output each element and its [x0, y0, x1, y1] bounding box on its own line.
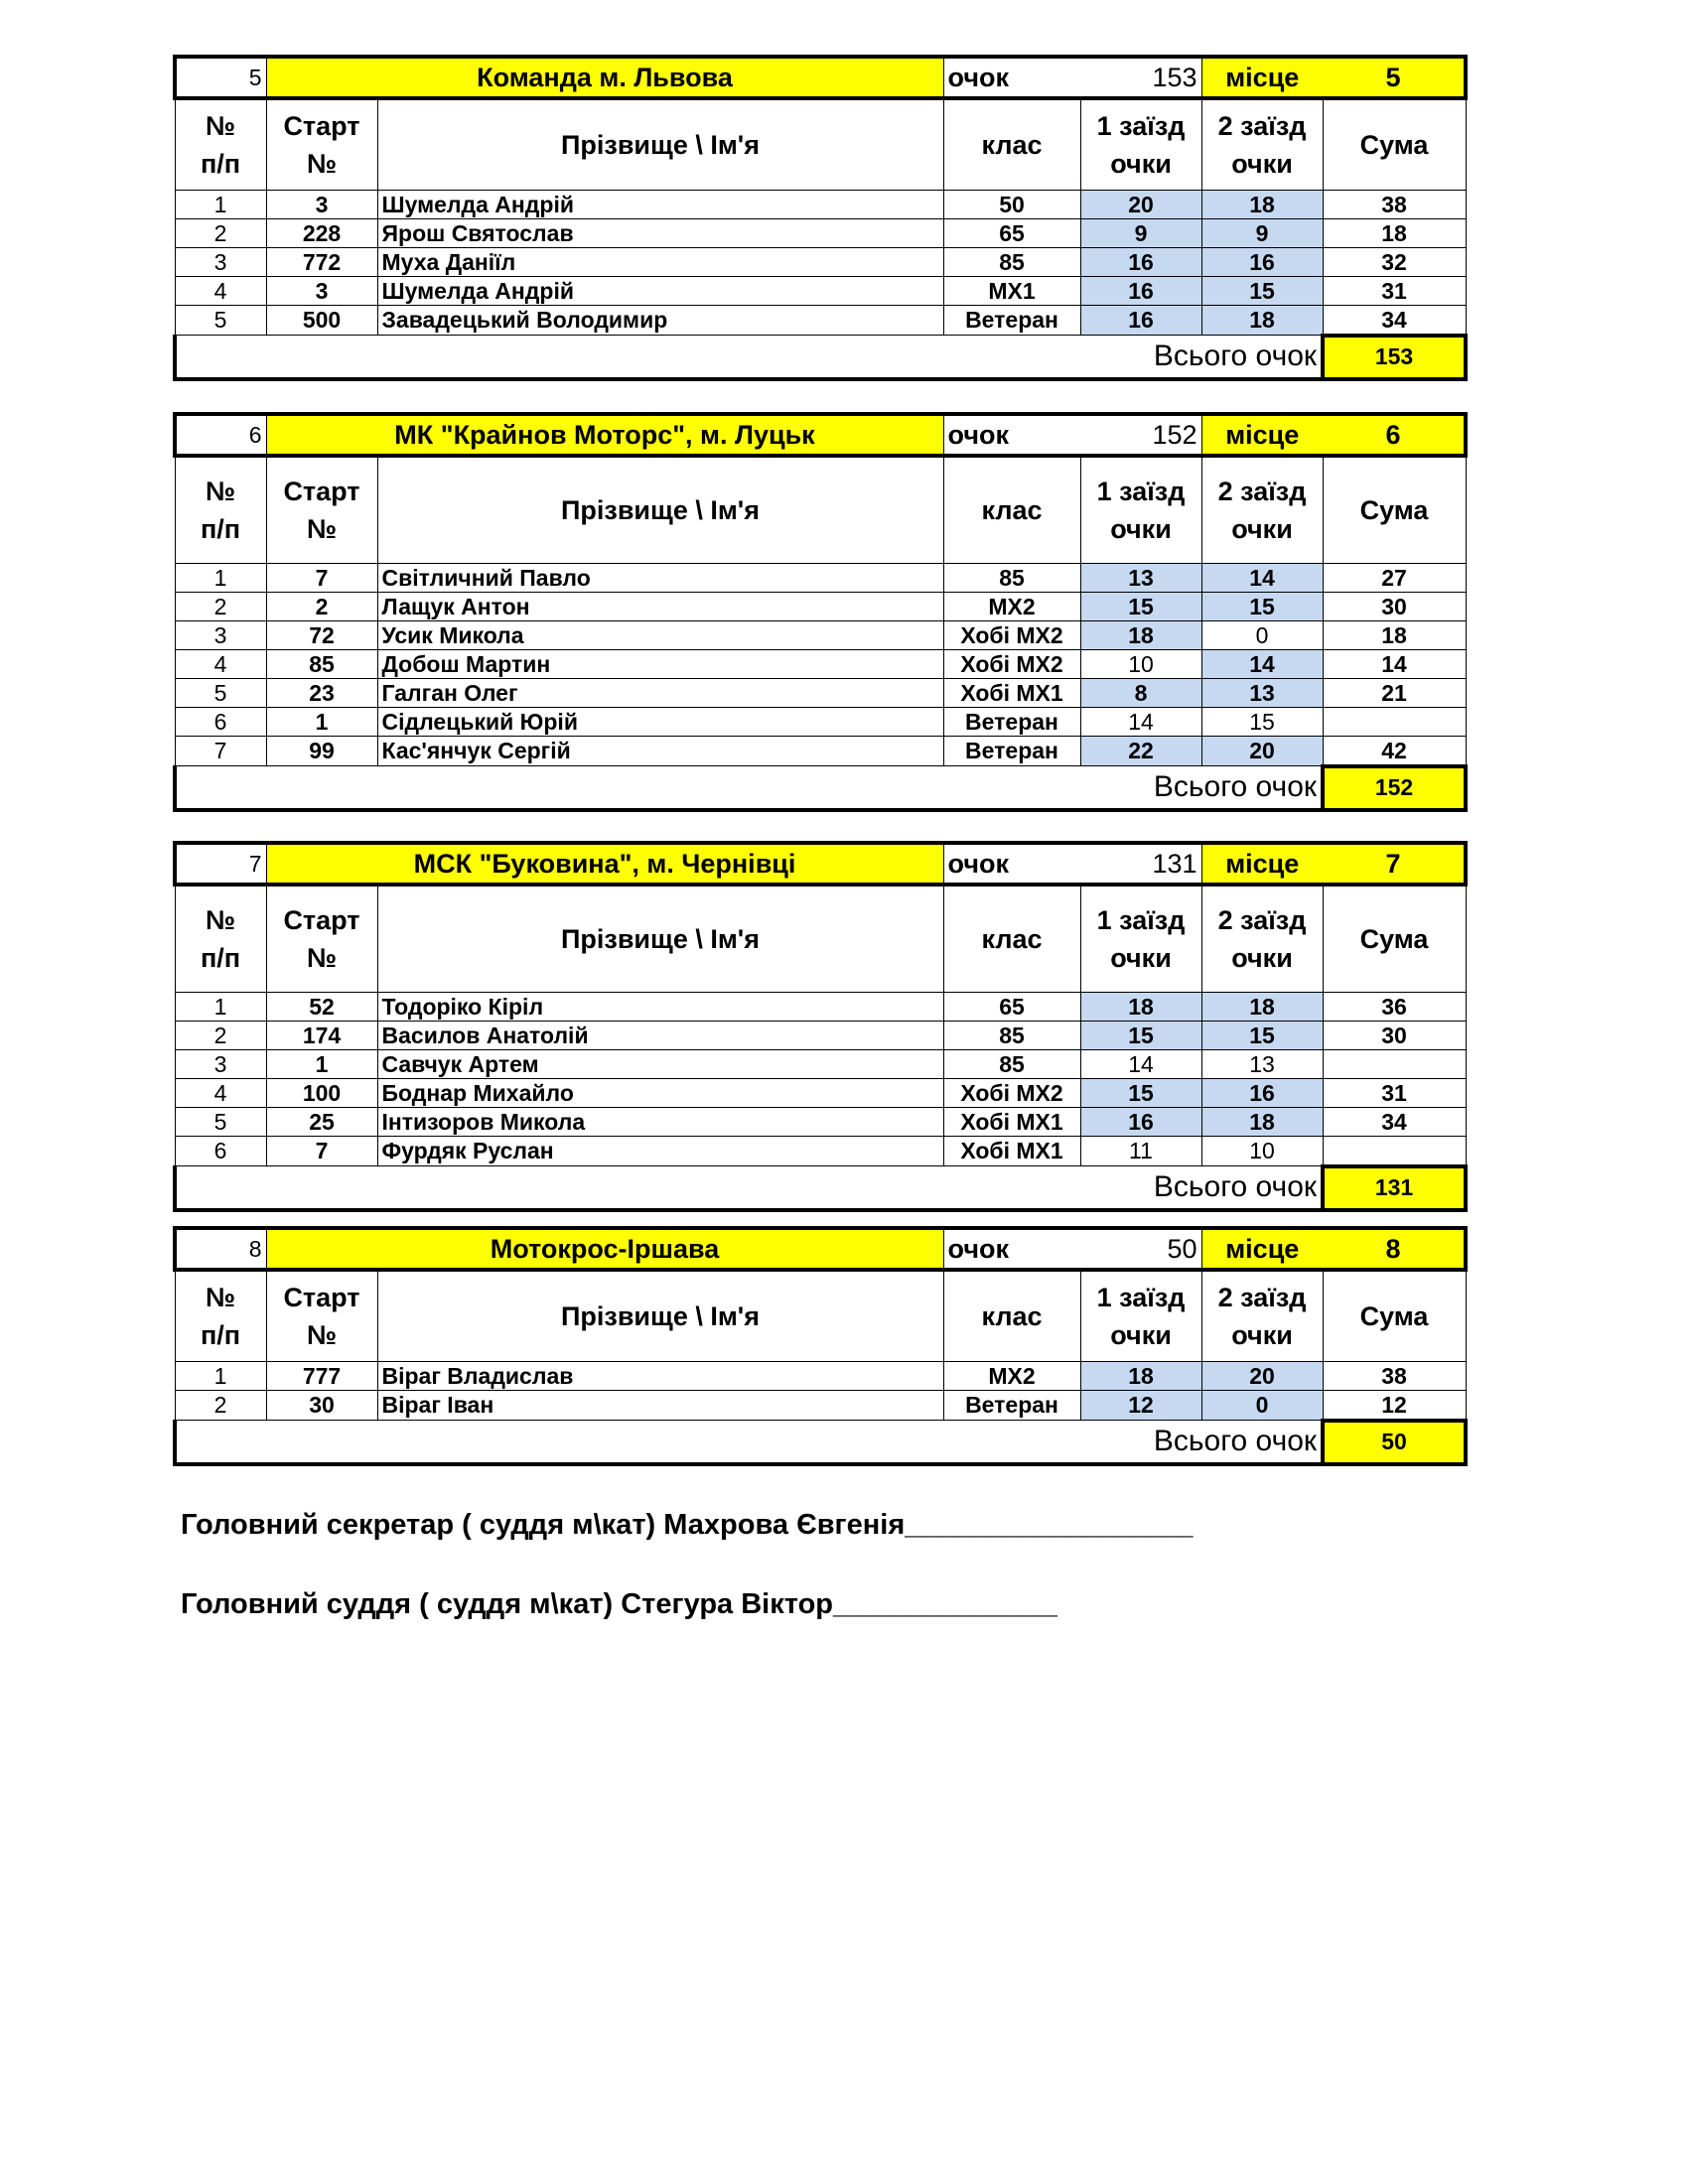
- rider-start-number: 3: [266, 276, 377, 305]
- col-header-name: Прізвище \ Ім'я: [377, 98, 943, 190]
- table-row: [175, 1049, 1466, 1078]
- header-line: Старт: [283, 904, 360, 935]
- run1-points: 12: [1080, 1390, 1201, 1421]
- rider-start-number: 72: [266, 620, 377, 649]
- rider-class: 65: [943, 992, 1080, 1021]
- table-row: [175, 707, 1466, 736]
- total-label: Всього очок: [175, 1166, 1323, 1210]
- rider-class: MX2: [943, 1361, 1080, 1390]
- secretary-signature-line: Головний секретар ( суддя м\кат) Махрова Євгенія__________________: [181, 1509, 1194, 1541]
- header-line: очки: [1110, 942, 1172, 973]
- rider-index: 4: [175, 649, 266, 678]
- total-label: Всього очок: [175, 766, 1323, 810]
- run1-points: 18: [1080, 1361, 1201, 1390]
- header-line: очки: [1110, 148, 1172, 179]
- run2-points: 15: [1201, 707, 1323, 736]
- team-table: [173, 412, 1468, 812]
- table-row: [175, 678, 1466, 707]
- rider-name: Муха Даніїл: [377, 247, 943, 276]
- col-header-run1: [1080, 456, 1201, 563]
- rider-class: 50: [943, 190, 1080, 218]
- header-line: очки: [1231, 513, 1293, 544]
- rider-index: 5: [175, 1107, 266, 1136]
- rider-start-number: 85: [266, 649, 377, 678]
- table-row: [175, 992, 1466, 1021]
- rider-index: 1: [175, 190, 266, 218]
- rider-class: Ветеран: [943, 305, 1080, 336]
- rider-class: MX2: [943, 592, 1080, 620]
- rider-sum: 14: [1323, 649, 1466, 678]
- rider-sum: 38: [1323, 190, 1466, 218]
- col-header-run1: [1080, 1270, 1201, 1361]
- rider-sum: 31: [1323, 276, 1466, 305]
- run2-points: 16: [1201, 247, 1323, 276]
- rider-index: 4: [175, 1078, 266, 1107]
- header-line: №: [306, 942, 338, 973]
- rider-sum: 34: [1323, 1107, 1466, 1136]
- table-row: [175, 1361, 1466, 1390]
- rider-sum: 21: [1323, 678, 1466, 707]
- run2-points: 14: [1201, 563, 1323, 592]
- place-label: місце: [1201, 57, 1323, 98]
- col-header-name: Прізвище \ Ім'я: [377, 456, 943, 563]
- rider-index: 6: [175, 707, 266, 736]
- header-line: очки: [1110, 1319, 1172, 1350]
- header-line: №: [205, 904, 236, 935]
- header-line: 1 заїзд: [1096, 110, 1186, 141]
- rider-index: 5: [175, 678, 266, 707]
- col-header-start: [266, 1270, 377, 1361]
- rider-index: 3: [175, 1049, 266, 1078]
- header-line: очки: [1231, 942, 1293, 973]
- header-line: 2 заїзд: [1217, 476, 1307, 506]
- col-header-start: [266, 456, 377, 563]
- rider-name: Шумелда Андрій: [377, 190, 943, 218]
- rider-class: MX1: [943, 276, 1080, 305]
- total-label: Всього очок: [175, 336, 1323, 379]
- rider-start-number: 174: [266, 1021, 377, 1049]
- rider-name: Завадецький Володимир: [377, 305, 943, 336]
- rider-index: 3: [175, 620, 266, 649]
- run1-points: 15: [1080, 1078, 1201, 1107]
- table-row: [175, 1107, 1466, 1136]
- table-row: [175, 276, 1466, 305]
- rider-class: Хобі MX2: [943, 649, 1080, 678]
- run2-points: 14: [1201, 649, 1323, 678]
- team-total: 131: [1323, 1166, 1466, 1210]
- rider-index: 2: [175, 1021, 266, 1049]
- table-row: [175, 620, 1466, 649]
- header-line: 1 заїзд: [1096, 904, 1186, 935]
- rider-name: Фурдяк Руслан: [377, 1136, 943, 1166]
- rider-sum: 42: [1323, 736, 1466, 766]
- team-name: Мотокрос-Іршава: [266, 1228, 943, 1270]
- rider-index: 2: [175, 1390, 266, 1421]
- header-line: очки: [1231, 1319, 1293, 1350]
- rider-start-number: 1: [266, 1049, 377, 1078]
- rider-start-number: 7: [266, 1136, 377, 1166]
- team-name: МСК "Буковина", м. Чернівці: [266, 843, 943, 885]
- col-header-class: клас: [943, 1270, 1080, 1361]
- run1-points: 16: [1080, 276, 1201, 305]
- place-label: місце: [1201, 414, 1323, 456]
- run1-points: 10: [1080, 649, 1201, 678]
- team-points: 131: [1080, 843, 1201, 885]
- rider-start-number: 100: [266, 1078, 377, 1107]
- run2-points: 10: [1201, 1136, 1323, 1166]
- rider-sum: 27: [1323, 563, 1466, 592]
- rider-class: Хобі MX2: [943, 620, 1080, 649]
- run2-points: 18: [1201, 1107, 1323, 1136]
- rider-name: Сідлецький Юрій: [377, 707, 943, 736]
- rider-start-number: 1: [266, 707, 377, 736]
- rider-sum: 36: [1323, 992, 1466, 1021]
- table-row: [175, 1021, 1466, 1049]
- rider-name: Савчук Артем: [377, 1049, 943, 1078]
- team-total: 152: [1323, 766, 1466, 810]
- header-line: 1 заїзд: [1096, 1282, 1186, 1312]
- rider-start-number: 25: [266, 1107, 377, 1136]
- rider-index: 1: [175, 992, 266, 1021]
- rider-index: 4: [175, 276, 266, 305]
- team-place: 5: [1323, 57, 1466, 98]
- rider-index: 2: [175, 218, 266, 247]
- rider-index: 5: [175, 305, 266, 336]
- col-header-no: [175, 456, 266, 563]
- header-line: 2 заїзд: [1217, 110, 1307, 141]
- col-header-sum: Сума: [1323, 456, 1466, 563]
- rider-name: Добош Мартин: [377, 649, 943, 678]
- header-line: Старт: [283, 110, 360, 141]
- header-line: №: [205, 476, 236, 506]
- rider-sum: 30: [1323, 1021, 1466, 1049]
- rider-sum: 30: [1323, 592, 1466, 620]
- rider-name: Галган Олег: [377, 678, 943, 707]
- rider-class: 85: [943, 247, 1080, 276]
- header-line: Старт: [283, 476, 360, 506]
- team-place: 8: [1323, 1228, 1466, 1270]
- run1-points: 15: [1080, 1021, 1201, 1049]
- col-header-run1: [1080, 98, 1201, 190]
- run2-points: 15: [1201, 1021, 1323, 1049]
- header-line: п/п: [200, 148, 241, 179]
- col-header-class: клас: [943, 98, 1080, 190]
- rider-name: Лащук Антон: [377, 592, 943, 620]
- rider-start-number: 52: [266, 992, 377, 1021]
- col-header-sum: Сума: [1323, 1270, 1466, 1361]
- header-line: п/п: [200, 1319, 241, 1350]
- run1-points: 8: [1080, 678, 1201, 707]
- team-number: 5: [175, 57, 266, 98]
- rider-name: Тодоріко Кіріл: [377, 992, 943, 1021]
- rider-name: Боднар Михайло: [377, 1078, 943, 1107]
- col-header-run2: [1201, 1270, 1323, 1361]
- rider-start-number: 772: [266, 247, 377, 276]
- team-name: Команда м. Львова: [266, 57, 943, 98]
- rider-sum: [1323, 1136, 1466, 1166]
- place-label: місце: [1201, 843, 1323, 885]
- team-number: 7: [175, 843, 266, 885]
- rider-class: 65: [943, 218, 1080, 247]
- points-label: очок: [943, 414, 1080, 456]
- rider-start-number: 2: [266, 592, 377, 620]
- run2-points: 13: [1201, 678, 1323, 707]
- rider-sum: 38: [1323, 1361, 1466, 1390]
- run2-points: 18: [1201, 992, 1323, 1021]
- col-header-class: клас: [943, 456, 1080, 563]
- team-table: [173, 841, 1468, 1212]
- run2-points: 16: [1201, 1078, 1323, 1107]
- rider-index: 1: [175, 1361, 266, 1390]
- rider-class: Ветеран: [943, 1390, 1080, 1421]
- col-header-no: [175, 885, 266, 992]
- rider-name: Інтизоров Микола: [377, 1107, 943, 1136]
- rider-index: 7: [175, 736, 266, 766]
- team-table: [173, 55, 1468, 381]
- header-line: 2 заїзд: [1217, 1282, 1307, 1312]
- header-line: №: [306, 513, 338, 544]
- table-row: [175, 247, 1466, 276]
- rider-name: Шумелда Андрій: [377, 276, 943, 305]
- rider-start-number: 500: [266, 305, 377, 336]
- rider-name: Василов Анатолій: [377, 1021, 943, 1049]
- run1-points: 18: [1080, 620, 1201, 649]
- run1-points: 20: [1080, 190, 1201, 218]
- col-header-start: [266, 885, 377, 992]
- rider-index: 6: [175, 1136, 266, 1166]
- run2-points: 15: [1201, 592, 1323, 620]
- rider-start-number: 777: [266, 1361, 377, 1390]
- header-line: №: [205, 1282, 236, 1312]
- table-row: [175, 736, 1466, 766]
- rider-class: Ветеран: [943, 736, 1080, 766]
- rider-name: Віраг Іван: [377, 1390, 943, 1421]
- table-row: [175, 218, 1466, 247]
- col-header-no: [175, 98, 266, 190]
- header-line: п/п: [200, 513, 241, 544]
- rider-sum: 18: [1323, 218, 1466, 247]
- rider-class: 85: [943, 563, 1080, 592]
- col-header-run2: [1201, 456, 1323, 563]
- rider-sum: [1323, 707, 1466, 736]
- rider-class: Хобі MX1: [943, 1136, 1080, 1166]
- run2-points: 0: [1201, 1390, 1323, 1421]
- header-line: 2 заїзд: [1217, 904, 1307, 935]
- team-points: 152: [1080, 414, 1201, 456]
- rider-class: Хобі MX2: [943, 1078, 1080, 1107]
- run1-points: 16: [1080, 1107, 1201, 1136]
- rider-sum: 32: [1323, 247, 1466, 276]
- run1-points: 16: [1080, 305, 1201, 336]
- rider-start-number: 23: [266, 678, 377, 707]
- run1-points: 18: [1080, 992, 1201, 1021]
- run2-points: 20: [1201, 736, 1323, 766]
- rider-name: Ярош Святослав: [377, 218, 943, 247]
- team-points: 50: [1080, 1228, 1201, 1270]
- header-line: №: [205, 110, 236, 141]
- header-line: очки: [1110, 513, 1172, 544]
- rider-sum: 18: [1323, 620, 1466, 649]
- rider-class: 85: [943, 1021, 1080, 1049]
- header-line: №: [306, 1319, 338, 1350]
- header-line: №: [306, 148, 338, 179]
- rider-name: Усик Микола: [377, 620, 943, 649]
- run1-points: 22: [1080, 736, 1201, 766]
- run2-points: 20: [1201, 1361, 1323, 1390]
- points-label: очок: [943, 57, 1080, 98]
- team-total: 50: [1323, 1421, 1466, 1464]
- team-place: 7: [1323, 843, 1466, 885]
- header-line: Старт: [283, 1282, 360, 1312]
- run1-points: 9: [1080, 218, 1201, 247]
- points-label: очок: [943, 1228, 1080, 1270]
- rider-index: 3: [175, 247, 266, 276]
- col-header-no: [175, 1270, 266, 1361]
- col-header-run2: [1201, 98, 1323, 190]
- rider-class: Хобі MX1: [943, 678, 1080, 707]
- team-name: МК "Крайнов Моторс", м. Луцьк: [266, 414, 943, 456]
- rider-start-number: 99: [266, 736, 377, 766]
- col-header-run1: [1080, 885, 1201, 992]
- header-line: очки: [1231, 148, 1293, 179]
- rider-sum: 31: [1323, 1078, 1466, 1107]
- table-row: [175, 1078, 1466, 1107]
- rider-name: Світличний Павло: [377, 563, 943, 592]
- total-label: Всього очок: [175, 1421, 1323, 1464]
- points-label: очок: [943, 843, 1080, 885]
- table-row: [175, 592, 1466, 620]
- run1-points: 11: [1080, 1136, 1201, 1166]
- rider-start-number: 7: [266, 563, 377, 592]
- col-header-name: Прізвище \ Ім'я: [377, 1270, 943, 1361]
- rider-start-number: 3: [266, 190, 377, 218]
- table-row: [175, 1390, 1466, 1421]
- rider-class: 85: [943, 1049, 1080, 1078]
- table-row: [175, 305, 1466, 336]
- team-points: 153: [1080, 57, 1201, 98]
- table-row: [175, 563, 1466, 592]
- run1-points: 14: [1080, 1049, 1201, 1078]
- team-place: 6: [1323, 414, 1466, 456]
- rider-index: 1: [175, 563, 266, 592]
- rider-sum: 12: [1323, 1390, 1466, 1421]
- rider-start-number: 30: [266, 1390, 377, 1421]
- run2-points: 18: [1201, 190, 1323, 218]
- run1-points: 14: [1080, 707, 1201, 736]
- table-row: [175, 190, 1466, 218]
- rider-sum: [1323, 1049, 1466, 1078]
- rider-index: 2: [175, 592, 266, 620]
- table-row: [175, 1136, 1466, 1166]
- run1-points: 16: [1080, 247, 1201, 276]
- run2-points: 15: [1201, 276, 1323, 305]
- col-header-name: Прізвище \ Ім'я: [377, 885, 943, 992]
- run1-points: 13: [1080, 563, 1201, 592]
- rider-name: Кас'янчук Сергій: [377, 736, 943, 766]
- col-header-sum: Сума: [1323, 885, 1466, 992]
- run2-points: 13: [1201, 1049, 1323, 1078]
- team-table: [173, 1226, 1468, 1466]
- rider-name: Віраг Владислав: [377, 1361, 943, 1390]
- rider-sum: 34: [1323, 305, 1466, 336]
- run2-points: 18: [1201, 305, 1323, 336]
- run1-points: 15: [1080, 592, 1201, 620]
- place-label: місце: [1201, 1228, 1323, 1270]
- run2-points: 9: [1201, 218, 1323, 247]
- team-number: 8: [175, 1228, 266, 1270]
- rider-class: Хобі MX1: [943, 1107, 1080, 1136]
- col-header-class: клас: [943, 885, 1080, 992]
- header-line: 1 заїзд: [1096, 476, 1186, 506]
- header-line: п/п: [200, 942, 241, 973]
- judge-signature-line: Головний суддя ( суддя м\кат) Стегура Віктор______________: [181, 1588, 1057, 1620]
- col-header-sum: Сума: [1323, 98, 1466, 190]
- team-total: 153: [1323, 336, 1466, 379]
- table-row: [175, 649, 1466, 678]
- rider-class: Ветеран: [943, 707, 1080, 736]
- rider-start-number: 228: [266, 218, 377, 247]
- col-header-start: [266, 98, 377, 190]
- col-header-run2: [1201, 885, 1323, 992]
- team-number: 6: [175, 414, 266, 456]
- run2-points: 0: [1201, 620, 1323, 649]
